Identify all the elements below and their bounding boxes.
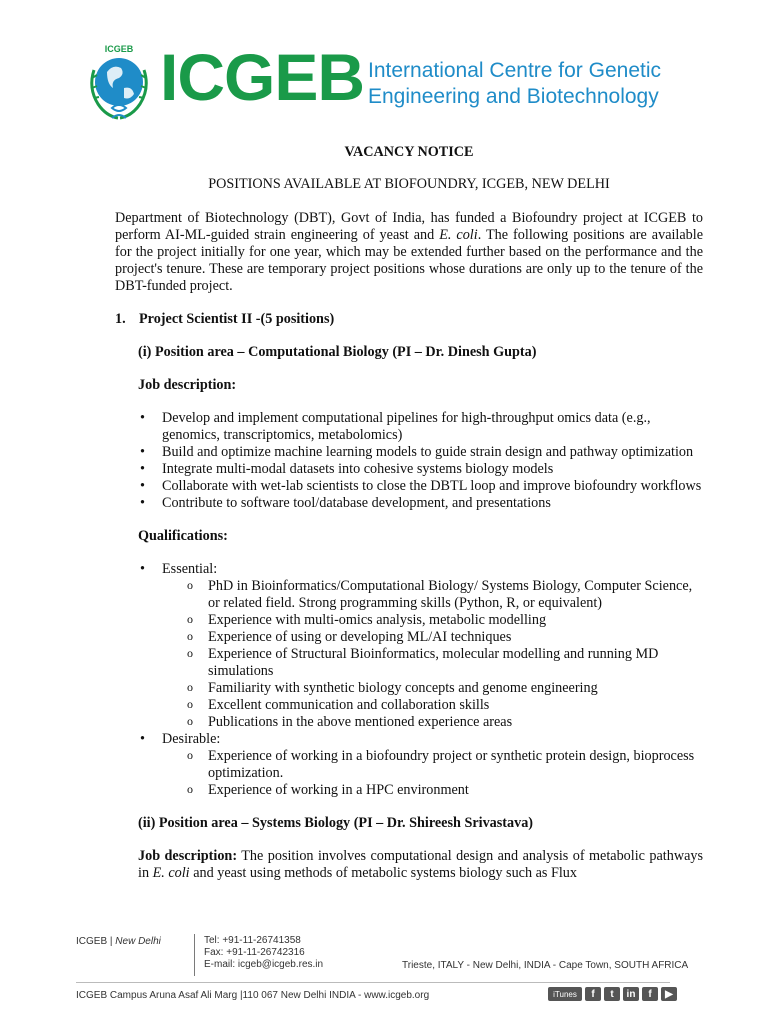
notice-title: VACANCY NOTICE <box>344 144 474 160</box>
job-description-list <box>138 410 703 512</box>
linkedin-icon[interactable]: in <box>623 987 639 1001</box>
list-item: o Experience with multi-omics analysis, metabolic modelling <box>162 612 703 629</box>
youtube-icon[interactable]: ▶ <box>661 987 677 1001</box>
position-2-text-a: The position involves computational design and analysis of metabolic pathways in <box>138 848 704 881</box>
footer-divider <box>194 934 195 976</box>
footer-office <box>76 936 161 947</box>
emblem-label: ICGEB <box>104 44 134 54</box>
essential-item <box>138 561 703 731</box>
letterhead-footer <box>0 928 768 1024</box>
section-number: 1. <box>115 311 126 327</box>
icgeb-globe-emblem-icon <box>82 42 156 126</box>
list-item: o Experience of working in a HPC environment <box>162 782 703 799</box>
notice-subtitle: POSITIONS AVAILABLE AT BIOFOUNDRY, ICGEB, NEW DELHI <box>208 176 610 192</box>
footer-social-icons <box>548 987 677 1001</box>
facebook-alt-icon[interactable]: f <box>642 987 658 1001</box>
twitter-icon[interactable]: t <box>604 987 620 1001</box>
list-item: o PhD in Bioinformatics/Computational Biology/ Systems Biology, Computer Science, or related field. Strong programming skills (Python, R, or equivalent) <box>162 578 703 612</box>
footer-city: New Delhi <box>115 936 161 947</box>
qualifications-list <box>138 561 703 799</box>
essential-label: Essential: <box>162 561 218 577</box>
list-item: o Experience of working in a biofoundry project or synthetic protein design, bioprocess optimization. <box>162 748 703 782</box>
icgeb-logo-text: ICGEB <box>160 40 365 114</box>
essential-sublist <box>162 578 703 731</box>
footer-address: ICGEB Campus Aruna Asaf Ali Marg |110 067 New Delhi INDIA - www.icgeb.org <box>76 990 430 1001</box>
organization-name-line2: Engineering and Biotechnology <box>368 85 659 108</box>
list-item: • Contribute to software tool/database development, and presentations <box>138 495 703 512</box>
section-heading <box>115 311 703 328</box>
desirable-sublist <box>162 748 703 799</box>
desirable-item <box>138 731 703 799</box>
list-item: o Experience of using or developing ML/AI techniques <box>162 629 703 646</box>
document-body <box>115 140 703 882</box>
footer-locations: Trieste, ITALY - New Delhi, INDIA - Cape Town, SOUTH AFRICA <box>402 960 689 971</box>
organization-name-line1: International Centre for Genetic <box>368 59 661 82</box>
intro-text-a: Department of Biotechnology (DBT), Govt of India, has funded a Biofoundry project at ICGEB to perform AI-ML-guided strain engineering of yeast and <box>115 210 703 243</box>
position-2-species: E. coli <box>152 865 190 881</box>
footer-contacts <box>204 935 323 971</box>
position-2-text-b: and yeast using methods of metabolic systems biology such as Flux <box>189 865 577 881</box>
position-1-title: (i) Position area – Computational Biology (PI – Dr. Dinesh Gupta) <box>138 344 537 360</box>
list-item: • Develop and implement computational pipelines for high-throughput omics data (e.g., genomics, transcriptomics, metabolomics) <box>138 410 703 444</box>
list-item: o Experience of Structural Bioinformatics, molecular modelling and running MD simulations <box>162 646 703 680</box>
list-item: • Integrate multi-modal datasets into cohesive systems biology models <box>138 461 703 478</box>
footer-org: ICGEB <box>76 936 108 947</box>
footer-fax: Fax: +91-11-26742316 <box>204 947 305 958</box>
footer-separator: | <box>107 936 116 947</box>
facebook-icon[interactable]: f <box>585 987 601 1001</box>
itunes-icon[interactable]: iTunes <box>548 987 582 1001</box>
list-item: • Build and optimize machine learning models to guide strain design and pathway optimization <box>138 444 703 461</box>
list-item: • Collaborate with wet-lab scientists to close the DBTL loop and improve biofoundry workflows <box>138 478 703 495</box>
intro-species: E. coli <box>439 227 478 243</box>
intro-paragraph <box>115 210 703 295</box>
footer-tel: Tel: +91-11-26741358 <box>204 935 301 946</box>
job-description-heading: Job description: <box>138 377 237 393</box>
footer-email: E-mail: icgeb@icgeb.res.in <box>204 959 324 970</box>
section-title: Project Scientist II -(5 positions) <box>139 311 335 327</box>
position-2-title: (ii) Position area – Systems Biology (PI – Dr. Shireesh Srivastava) <box>138 815 534 831</box>
intro-text-b: . The following positions are available for the project initially for one year, which may be extended further based on the performance and the project's tenure. These are temporary project positions whose durations are only up to the tenure of the DBT-funded project. <box>115 227 704 294</box>
position-2-description <box>138 848 703 882</box>
list-item: o Familiarity with synthetic biology concepts and genome engineering <box>162 680 703 697</box>
footer-rule <box>76 982 670 983</box>
qualifications-heading: Qualifications: <box>138 528 228 544</box>
organization-name <box>368 58 661 110</box>
position-2-job-label: Job description: <box>138 848 238 864</box>
list-item: o Excellent communication and collaboration skills <box>162 697 703 714</box>
letterhead <box>0 0 768 130</box>
list-item: o Publications in the above mentioned experience areas <box>162 714 703 731</box>
desirable-label: Desirable: <box>162 731 221 747</box>
